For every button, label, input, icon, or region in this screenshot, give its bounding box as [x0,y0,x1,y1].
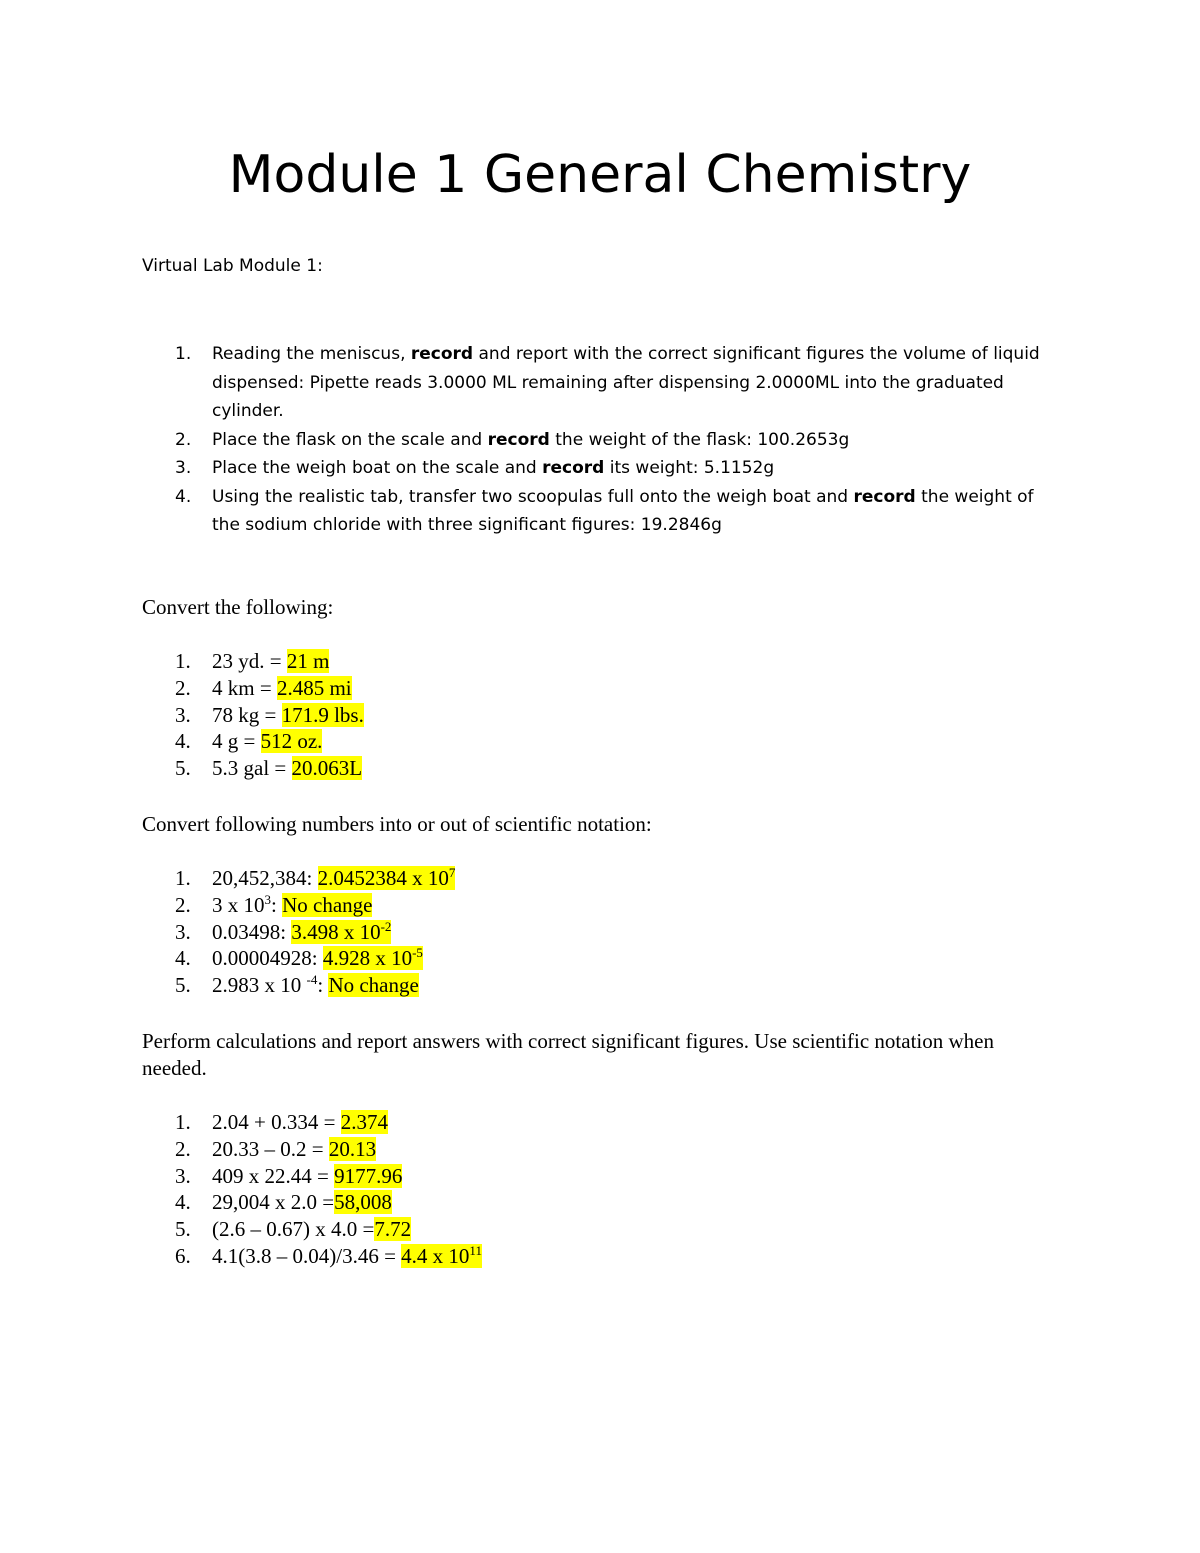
conversion-item [142,648,1062,675]
conversion-heading: Convert the following: [142,595,334,619]
lab-item-bold: record [410,344,474,364]
scientific-heading: Convert following numbers into or out of scientific notation: [142,812,652,836]
page-title: Module 1 General Chemistry [228,145,972,205]
question-text: 2.04 + 0.334 = [212,1110,341,1134]
separator: : [271,892,283,917]
lab-item-text: the weight of the sodium chloride with three significant figures: 19.2846g [212,486,1034,535]
separator: : [280,919,292,944]
lab-item-text: the weight of the flask: 100.2653g [549,429,850,450]
list-number: 1. [175,1110,191,1134]
answer-text: No change [328,973,419,998]
question-text: 0.00004928 [212,946,312,971]
conversion-list [142,648,1062,782]
answer-highlight: 512 oz. [260,729,323,754]
question-text: 78 kg = [212,702,282,727]
lab-item-text: its weight: 5.1152g [604,458,775,478]
list-number: 3. [175,458,192,478]
lab-item-bold: record [487,429,550,450]
question-text: 20,452,384 [212,866,307,890]
answer-highlight [318,866,456,890]
scientific-item [142,865,1062,892]
question-exponent: -4 [306,972,318,988]
answer-highlight: 171.9 lbs. [281,702,364,727]
calculation-item [142,1189,1062,1216]
lab-item [142,426,1062,455]
separator: : [306,866,318,890]
lab-list [142,340,1062,540]
question-text: 409 x 22.44 = [212,1163,335,1188]
conversion-item [142,702,1062,729]
lab-item-text: Place the weigh boat on the scale and [212,458,543,478]
calculation-item [142,1216,1062,1243]
answer-highlight [291,920,391,944]
scientific-item [142,945,1062,972]
answer-text: No change [282,892,373,917]
answer-highlight [401,1244,482,1268]
list-number: 1. [175,649,191,673]
virtual-lab-label: Virtual Lab Module 1: [142,256,323,276]
calculations-list [142,1109,1062,1270]
answer-text: 4.928 x 10 [322,946,413,971]
list-number: 4. [175,1190,191,1215]
conversion-item [142,755,1062,782]
scientific-item [142,972,1062,999]
answer-text: 58,008 [334,1190,392,1215]
answer-highlight [329,1137,376,1161]
answer-exponent: -2 [380,918,392,934]
scientific-item [142,892,1062,919]
answer-highlight: 2.485 mi [276,675,352,700]
list-number: 3. [175,919,191,944]
conversion-item [142,728,1062,755]
calculation-item [142,1243,1062,1270]
list-number: 5. [175,1217,191,1242]
scientific-item [142,919,1062,946]
list-number: 2. [175,675,191,700]
question-text: 4 km = [212,675,277,700]
list-number: 3. [175,702,191,727]
lab-item-text: Place the flask on the scale and [212,429,488,450]
list-number: 4. [175,729,191,754]
question-text: 23 yd. = [212,649,287,673]
answer-text: 2.0452384 x 10 [317,866,449,890]
list-number: 5. [175,973,191,998]
separator: : [317,973,329,998]
answer-text: 9177.96 [334,1163,403,1188]
list-number: 5. [175,756,191,781]
answer-highlight [334,1190,392,1214]
answer-highlight [341,1110,388,1134]
lab-item-bold: record [853,486,916,507]
lab-item [142,340,1062,426]
question-text: 3 x 10 [212,892,265,917]
question-text: 20.33 – 0.2 = [212,1136,329,1161]
answer-highlight [323,946,423,970]
question-text: 29,004 x 2.0 = [212,1190,335,1215]
calculation-item [142,1109,1062,1136]
scientific-list [142,865,1062,999]
answer-text: 20.13 [328,1136,377,1161]
lab-item-bold: record [542,458,605,478]
answer-exponent: 11 [469,1242,482,1258]
question-text: (2.6 – 0.67) x 4.0 = [212,1217,375,1242]
lab-item-text: Using the realistic tab, transfer two scoopulas full onto the weigh boat and [212,486,854,507]
lab-item-text: and report with the correct significant figures the volume of liquid dispensed: Pipette reads 3.0000 ML remaining after dispensing 2.0000ML into the graduated cylinder. [212,344,1040,421]
lab-item [142,483,1062,540]
question-exponent: 3 [264,891,271,907]
list-number: 4. [175,946,191,971]
conversion-item [142,675,1062,702]
separator: : [311,946,323,971]
question-text: 0.03498 [212,919,281,944]
question-text: 2.983 x 10 [212,973,307,998]
list-number: 2. [175,429,192,450]
question-text: 4 g = [212,729,261,754]
calculations-heading: Perform calculations and report answers with correct significant figures. Use scientific notation when needed. [142,1029,994,1080]
list-number: 2. [175,892,191,917]
lab-item [142,454,1062,483]
answer-highlight [282,893,372,917]
answer-highlight [328,973,418,997]
calculation-item [142,1163,1062,1190]
lab-item-text: Reading the meniscus, [212,344,411,364]
list-number: 1. [175,866,191,890]
answer-text: 3.498 x 10 [291,919,381,944]
list-number: 1. [175,344,192,364]
answer-highlight [334,1164,402,1188]
list-number: 2. [175,1136,191,1161]
question-text: 5.3 gal = [212,756,292,781]
answer-highlight: 21 m [286,649,330,673]
answer-highlight [374,1217,411,1241]
answer-text: 4.4 x 10 [401,1243,470,1268]
list-number: 4. [175,486,192,507]
answer-exponent: 7 [448,865,456,880]
list-number: 6. [175,1243,191,1268]
question-text: 4.1(3.8 – 0.04)/3.46 = [212,1243,402,1268]
answer-text: 7.72 [374,1217,412,1242]
answer-highlight: 20.063L [291,756,363,781]
answer-exponent: -5 [412,945,423,961]
answer-text: 2.374 [340,1110,388,1134]
calculation-item [142,1136,1062,1163]
list-number: 3. [175,1163,191,1188]
